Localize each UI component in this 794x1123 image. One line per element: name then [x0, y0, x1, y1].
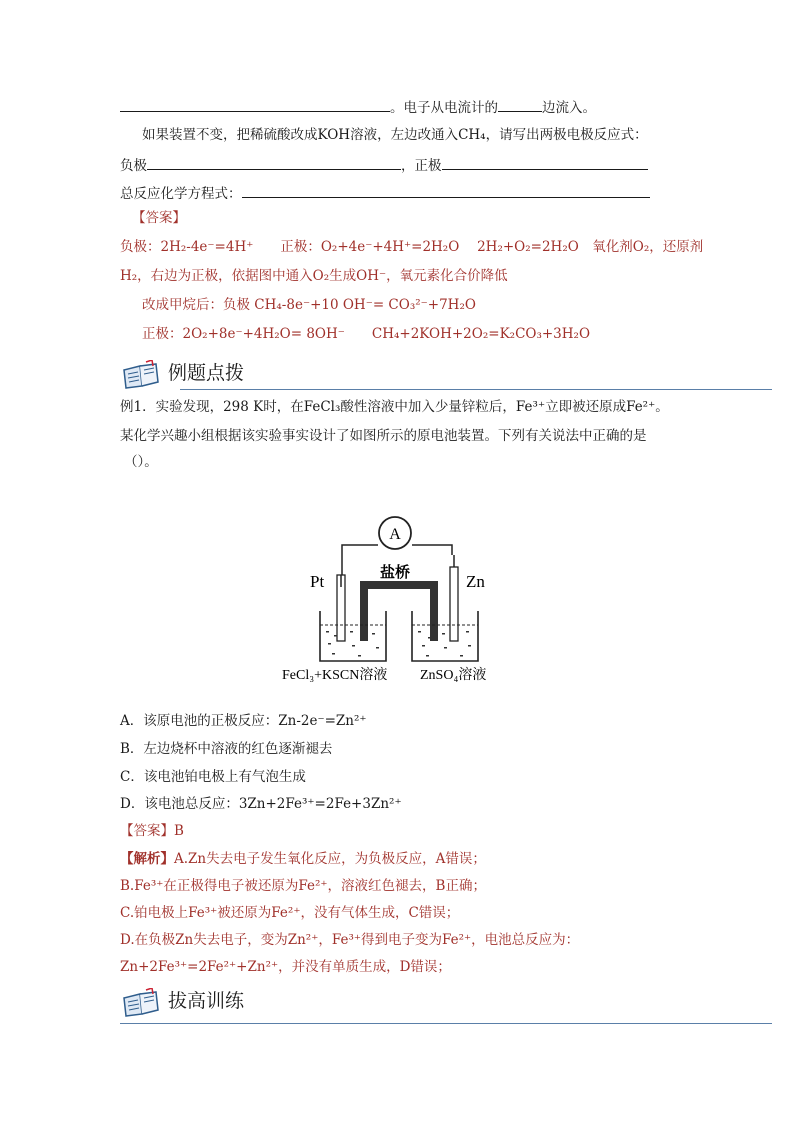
fill-line-1: 。电子从电流计的 边流入。	[120, 97, 596, 117]
analysis-line: Zn+2Fe³⁺=2Fe²⁺+Zn²⁺，并没有单质生成，D错误；	[120, 959, 451, 975]
fill-line-total: 总反应化学方程式：	[120, 183, 650, 203]
example-line: 例1．实验发现，298 K时，在FeCl₃酸性溶液中加入少量锌粒后，Fe³⁺立即被还原成Fe²⁺。	[120, 399, 669, 415]
answer-line: 正极：2O₂+8e⁻+4H₂O= 8OH⁻ CH₄+2KOH+2O₂=K₂CO₃+3H₂O	[142, 326, 591, 342]
ammeter-label: A	[389, 526, 401, 543]
left-solution-label: FeCl₃+KSCN溶液	[282, 668, 388, 683]
right-beaker	[412, 611, 478, 661]
book-icon	[120, 360, 164, 390]
salt-bridge-label: 盐桥	[380, 563, 411, 581]
answer-label: 【答案】	[132, 210, 186, 226]
section-title: 拔高训练	[168, 990, 245, 1012]
left-beaker	[320, 611, 386, 661]
answer-blank[interactable]	[147, 155, 401, 170]
answer-line: 改成甲烷后：负极 CH₄-8e⁻+10 OH⁻= CO₃²⁻+7H₂O	[142, 297, 476, 313]
zn-electrode	[450, 567, 458, 641]
answer-blank[interactable]	[442, 155, 648, 170]
right-solution-label: ZnSO₄溶液	[420, 668, 487, 683]
analysis-line: C.铂电极上Fe³⁺被还原为Fe²⁺，没有气体生成，C错误；	[120, 905, 460, 921]
answer-blank[interactable]	[498, 97, 542, 112]
answer-line: 负极：2H₂-4e⁻=4H⁺ 正极：O₂+4e⁻+4H⁺=2H₂O 2H₂+O₂=2H₂O 氧化剂O₂，还原剂	[120, 239, 704, 255]
answer-blank[interactable]	[242, 183, 650, 198]
pt-label: Pt	[310, 572, 325, 591]
analysis-line: 【解析】A.Zn失去电子发生氧化反应，为负极反应，A错误；	[120, 851, 486, 867]
galvanic-cell-diagram	[282, 515, 512, 685]
example-line: 某化学兴趣小组根据该实验事实设计了如图所示的原电池装置。下列有关说法中正确的是	[120, 428, 647, 444]
option-c[interactable]: C．该电池铂电极上有气泡生成	[120, 769, 306, 785]
book-icon	[120, 988, 164, 1018]
answer-blank[interactable]	[120, 97, 390, 112]
salt-bridge	[364, 585, 434, 641]
option-a[interactable]: A．该原电池的正极反应：Zn-2e⁻=Zn²⁺	[120, 713, 367, 729]
zn-label: Zn	[466, 572, 485, 591]
analysis-line: D.在负极Zn失去电子，变为Zn²⁺，Fe³⁺得到电子变为Fe²⁺，电池总反应为：	[120, 932, 580, 948]
example-line: （）。	[124, 454, 158, 470]
option-b[interactable]: B．左边烧杯中溶液的红色逐渐褪去	[120, 741, 333, 757]
option-d[interactable]: D．该电池总反应：3Zn+2Fe³⁺=2Fe+3Zn²⁺	[120, 796, 402, 812]
fill-line-electrodes: 负极 ，正极	[120, 155, 648, 175]
section-heading	[120, 360, 772, 390]
section-rule	[180, 389, 772, 390]
analysis-line: B.Fe³⁺在正极得电子被还原为Fe²⁺，溶液红色褪去，B正确；	[120, 878, 486, 894]
question-text: 如果装置不变，把稀硫酸改成KOH溶液，左边改通入CH₄，请写出两极电极反应式：	[142, 127, 648, 143]
section-title: 例题点拨	[168, 362, 245, 384]
section-rule	[120, 1023, 772, 1024]
answer-label: 【答案】B	[120, 823, 184, 839]
answer-line: H₂，右边为正极，依据图中通入O₂生成OH⁻，氧元素化合价降低	[120, 268, 508, 284]
section-heading	[120, 988, 772, 1018]
